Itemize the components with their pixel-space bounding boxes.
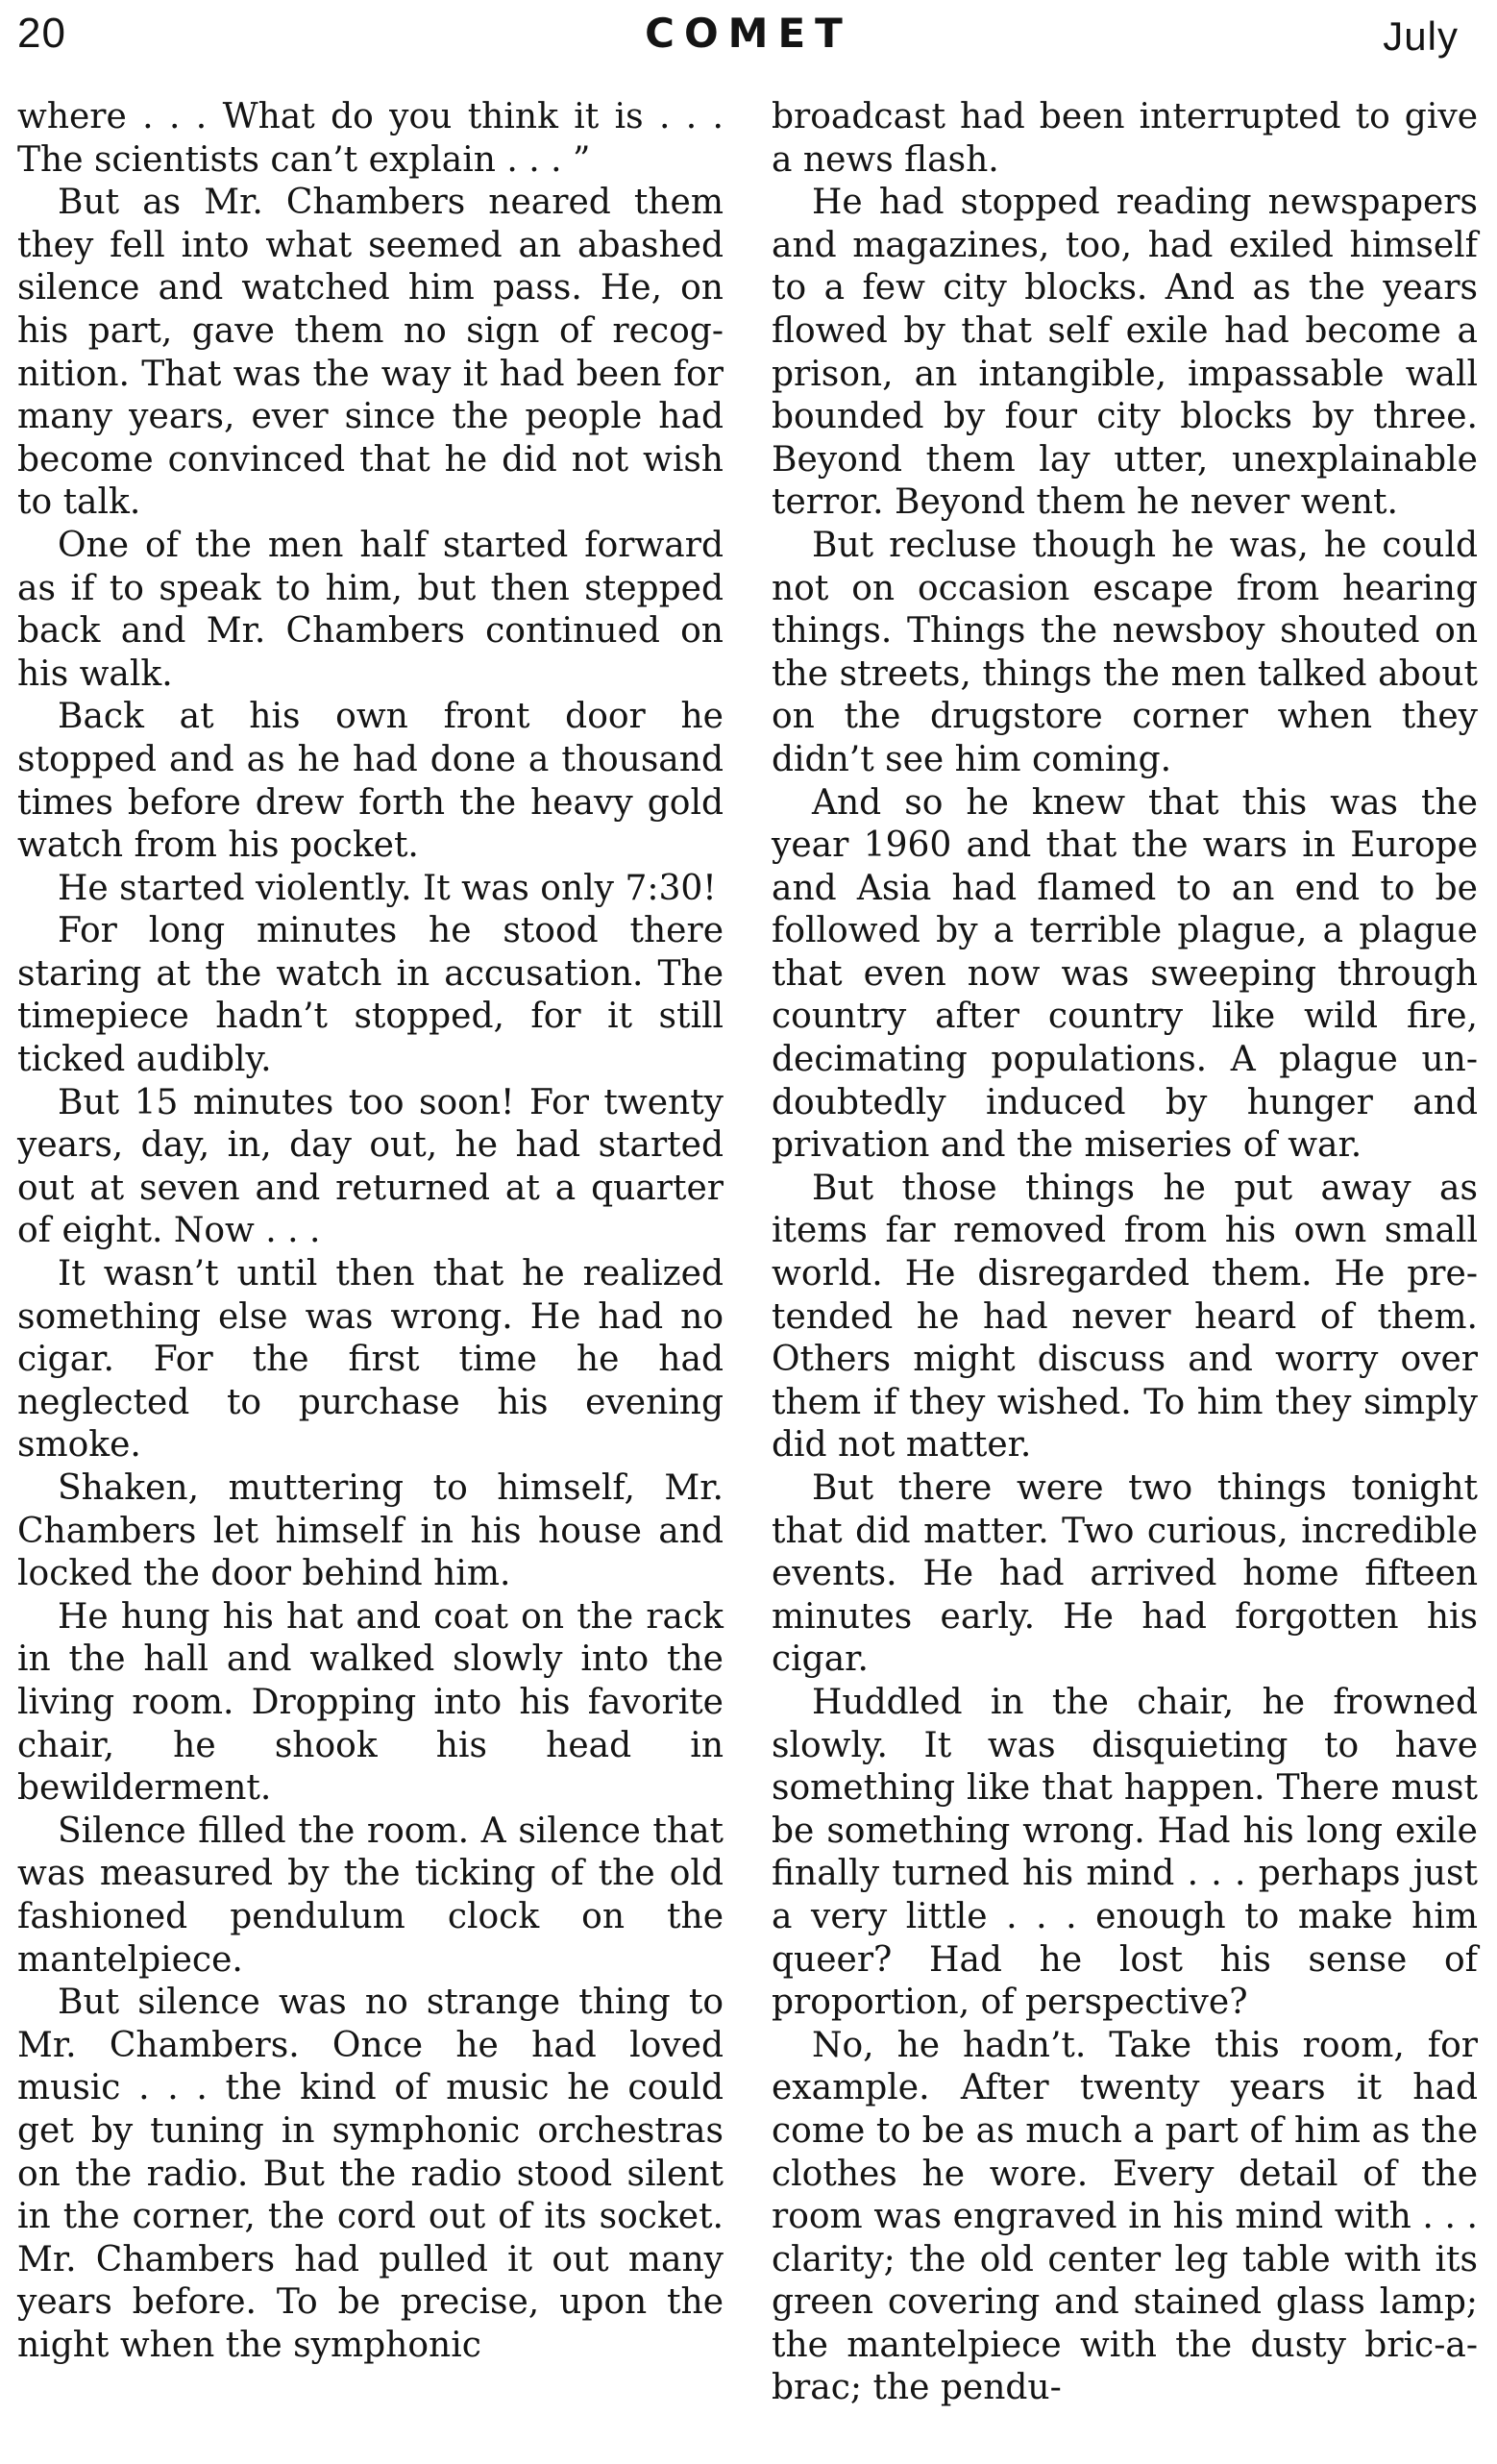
paragraph: But there were two things tonight that did matter. Two curious, incredible events. He had arrived home fifteen minutes early. He had forgotten his cigar.: [772, 1468, 1478, 1680]
paragraph: where . . . What do you think it is . . . The scientists can’t explain . . . ”: [17, 97, 724, 180]
paragraph: But as Mr. Chambers neared them they fell into what seemed an abashed silence and watched him pass. He, on his part, gave them no sign of recognition. That was the way it had been for many years, ever since the people had become convinced that he did not wish to talk.: [17, 183, 724, 523]
paragraph: And so he knew that this was the year 1960 and that the wars in Europe and Asia had flamed to an end to be followed by a terrible plague, a plague that even now was sweeping through country after country like wild fire, decimating populations. A plague undoubtedly induced by hunger and privation and the miseries of war.: [772, 782, 1478, 1166]
issue-month: July: [1383, 13, 1459, 59]
page-number: 20: [17, 10, 66, 57]
paragraph: But those things he put away as items far removed from his own small world. He disregarded them. He pretended he had never heard of them. Others might discuss and worry over them if they wished. To him they simply did not matter.: [772, 1168, 1478, 1466]
paragraph: But recluse though he was, he could not on occasion escape from hearing things. Things the newsboy shouted on the streets, things the men talked about on the drugstore corner when they didn’t see him coming.: [772, 525, 1478, 779]
left-column: [17, 96, 724, 2367]
paragraph: Shaken, muttering to himself, Mr. Chambers let himself in his house and locked the door behind him.: [17, 1468, 724, 1594]
paragraph: For long minutes he stood there staring at the watch in accusation. The timepiece hadn’t stopped, for it still ticked audibly.: [17, 911, 724, 1080]
right-column: [772, 96, 1478, 2410]
paragraph: No, he hadn’t. Take this room, for example. After twenty years it had come to be as much a part of him as the clothes he wore. Every detail of the room was engraved in his mind with . . . clarity; the old center leg table with its green covering and stained glass lamp; the mantelpiece with the dusty bric-a-brac; the pendu-: [772, 2025, 1478, 2408]
paragraph: He had stopped reading newspapers and magazines, too, had exiled himself to a few city blocks. And as the years flowed by that self exile had become a prison, an intangible, impassable wall bounded by four city blocks by three. Beyond them lay utter, unexplainable terror. Beyond them he never went.: [772, 183, 1478, 523]
paragraph: But 15 minutes too soon! For twenty years, day, in, day out, he had started out at seven and returned at a quarter of eight. Now . . .: [17, 1082, 724, 1251]
paragraph: Back at his own front door he stopped and as he had done a thousand times before drew forth the heavy gold watch from his pocket.: [17, 697, 724, 866]
paragraph: broadcast had been interrupted to give a news flash.: [772, 97, 1478, 180]
paragraph: He hung his hat and coat on the rack in the hall and walked slowly into the living room. Dropping into his favorite chair, he shook his head in bewilderment.: [17, 1596, 724, 1809]
paragraph: It wasn’t until then that he realized something else was wrong. He had no cigar. For the first time he had neglected to purchase his evening smoke.: [17, 1254, 724, 1466]
paragraph: Silence filled the room. A silence that was measured by the ticking of the old fashioned pendulum clock on the mantelpiece.: [17, 1811, 724, 1980]
paragraph: Huddled in the chair, he frowned slowly. It was disquieting to have something like that happen. There must be something wrong. Had his long exile finally turned his mind . . . perhaps just a very little . . . enough to make him queer? Had he lost his sense of proportion, of perspective?: [772, 1682, 1478, 2023]
paragraph: He started violently. It was only 7:30!: [58, 868, 717, 908]
page-header: [0, 0, 1497, 86]
paragraph: One of the men half started forward as if to speak to him, but then stepped back and Mr. Chambers continued on his walk.: [17, 525, 724, 694]
paragraph: But silence was no strange thing to Mr. Chambers. Once he had loved music . . . the kind of music he could get by tuning in symphonic orchestras on the radio. But the radio stood silent in the corner, the cord out of its socket. Mr. Chambers had pulled it out many years before. To be precise, upon the night when the symphonic: [17, 1983, 724, 2365]
magazine-title: COMET: [645, 10, 852, 57]
